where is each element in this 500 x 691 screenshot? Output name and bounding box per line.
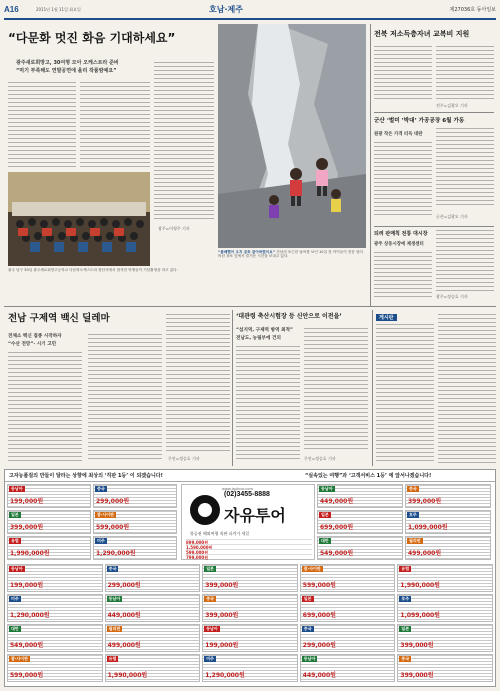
story-b-headline: 전남 구제역 백신 딜레마 xyxy=(8,313,110,324)
ad-cell-price: 599,000원 xyxy=(302,582,336,589)
ad-cell-tag: 괌·사이판 xyxy=(303,566,321,571)
right-top-body-1 xyxy=(374,46,432,102)
lead-byline: 광주=이형주 기자 xyxy=(158,226,190,231)
ad-cell-price: 1,290,000원 xyxy=(96,550,136,557)
story-b-byline: 무안=정승호 기자 xyxy=(168,456,200,461)
ad-cell xyxy=(93,536,177,560)
ad-cell-tag: 대만 xyxy=(11,626,19,631)
ad-cell-price: 1,099,000원 xyxy=(408,524,448,531)
waterfall-caption-text: 전남의 포근한 날씨를 보인 10일 한 아이들이 꽁꽁 얼어 버린 폭포 앞에서 즐거운 시간을 보내고 있다. xyxy=(218,250,363,259)
ad-cell-tag: 동남아 xyxy=(303,656,316,661)
ad-cell-tag: 미주 xyxy=(97,538,105,543)
right-low-byline: 광주=정승호 기자 xyxy=(436,294,468,299)
story-b xyxy=(8,310,164,466)
ad-cell-price: 499,000원 xyxy=(408,550,442,557)
waterfall-caption-title: “봄배했어 오지 공포 잡아버렸어요” xyxy=(218,250,276,254)
ad-cell-price: 299,000원 xyxy=(96,498,130,505)
ad-cell-price: 299,000원 xyxy=(107,582,141,589)
right-top-story xyxy=(374,26,494,110)
ad-center-row: 899,000원 xyxy=(186,539,312,545)
travel-ad xyxy=(4,469,496,687)
section-title: 호남·제주 xyxy=(209,5,243,14)
ad-cell-price: 1,099,000원 xyxy=(400,612,440,619)
ad-cell-tag: 동남아 xyxy=(11,566,23,571)
waterfall-photo xyxy=(218,24,366,248)
ad-cell-tag: 동남아 xyxy=(321,486,333,491)
ad-cell xyxy=(93,484,177,508)
story-b-continued xyxy=(166,310,230,466)
ad-cell-price: 399,000원 xyxy=(205,612,239,619)
ad-cell xyxy=(7,654,103,682)
right-low-story xyxy=(374,228,494,304)
ad-cell xyxy=(202,654,298,682)
ad-cell-tag: 대만 xyxy=(321,538,329,543)
ad-cell-tag: 중국 xyxy=(303,626,312,631)
page-number: A16 xyxy=(4,5,19,14)
story-b-body-1 xyxy=(8,352,82,462)
ad-cell xyxy=(7,594,103,622)
right-mid-body-2 xyxy=(436,128,494,208)
story-c-body-1 xyxy=(236,346,300,462)
story-b-subhead-1: 전체소 백신 접종 시작하자 xyxy=(8,334,62,339)
ad-cell-price: 499,000원 xyxy=(107,642,141,649)
ad-cell xyxy=(105,654,201,682)
ad-cell xyxy=(7,510,91,534)
ad-cell xyxy=(105,624,201,652)
ad-cell xyxy=(317,536,403,560)
ad-cell-tag: 호주 xyxy=(401,596,410,601)
ad-cell-price: 399,000원 xyxy=(400,642,434,649)
waterfall-photo-image xyxy=(218,24,366,248)
bulletin-body-2 xyxy=(438,314,496,464)
ad-cell xyxy=(202,564,298,592)
ad-cell xyxy=(105,594,201,622)
ad-cell xyxy=(7,484,91,508)
ad-banner-right: “실속있는 여행”과 ‘고객서비스 1등’ 에 앞서나겠습니다! xyxy=(305,473,432,479)
ad-cell-tag: 유럽 xyxy=(401,566,410,571)
ad-cell-tag: 괌·사이판 xyxy=(11,656,28,661)
ad-url: www.jautour.com xyxy=(222,487,253,491)
ad-cell-tag: 필리핀 xyxy=(409,538,421,543)
ad-cell-tag: 중국 xyxy=(401,656,410,661)
ad-cell-tag: 미주 xyxy=(11,596,19,601)
brand-logo-icon xyxy=(190,495,220,525)
lead-subhead-2: “먹기 부족해도 연말공연에 올리 작품땀예요” xyxy=(16,68,117,74)
ad-cell-tag: 일본 xyxy=(11,512,19,517)
right-top-headline: 전북 저소득층자녀 교복비 지원 xyxy=(374,30,470,38)
ad-cell-price: 449,000원 xyxy=(320,498,354,505)
right-rule-1 xyxy=(374,112,494,113)
ad-cell xyxy=(317,510,403,534)
ad-cell xyxy=(405,536,491,560)
story-c-body-2 xyxy=(304,328,368,452)
lead-subhead-1: 광주새로희망고, 30여명 모아 오케스트라 준비 xyxy=(16,60,119,66)
mid-page-rule xyxy=(4,306,496,307)
ad-cell xyxy=(397,594,493,622)
ad-cell-tag: 동남아 xyxy=(108,596,121,601)
ad-cell-tag: 필리핀 xyxy=(108,626,121,631)
story-b-body-2 xyxy=(88,334,162,462)
ad-cell-tag: 일본 xyxy=(321,512,329,517)
ad-cell-tag: 중국 xyxy=(409,486,417,491)
right-mid-body-1 xyxy=(374,142,432,216)
ad-cell xyxy=(405,484,491,508)
ad-center-row: 799,000원 xyxy=(186,554,312,560)
right-mid-headline: 군산 ‘벌미 ’박대’ 가공공장 6월 가동 xyxy=(374,118,465,124)
ad-cell xyxy=(317,484,403,508)
right-mid-subhead: 원광 작은 가격 터득 대란 xyxy=(374,132,423,137)
ad-cell xyxy=(202,594,298,622)
ad-brand: 자유투어 xyxy=(224,506,286,525)
bulletin-column xyxy=(376,310,496,466)
ad-cell-tag: 중국 xyxy=(97,486,105,491)
story-b-body-3 xyxy=(166,314,230,454)
bulletin-label: 게시판 xyxy=(376,314,397,321)
ad-cell-price: 449,000원 xyxy=(107,612,141,619)
lead-body-col-2 xyxy=(80,82,150,168)
lead-body-col-3 xyxy=(154,62,214,222)
ad-cell-price: 399,000원 xyxy=(408,498,442,505)
bulletin-body-1 xyxy=(376,324,434,464)
ad-cell xyxy=(300,654,396,682)
right-low-headline: 되려 판매칙 전통 대시장 xyxy=(374,231,428,237)
ad-cell-tag: 중국 xyxy=(206,596,214,601)
ad-cell-price: 1,990,000원 xyxy=(400,582,440,589)
ad-cell xyxy=(405,510,491,534)
ad-cell-tag: 동남아 xyxy=(206,626,218,631)
ad-cell xyxy=(300,624,396,652)
ad-cell-price: 699,000원 xyxy=(320,524,354,531)
ad-cell-price: 1,290,000원 xyxy=(205,672,245,679)
ad-center-row: 1,590,000원 xyxy=(186,544,312,550)
story-c-subhead-1: “섬지역, 구제역 방역 최적” xyxy=(236,328,293,333)
story-c-byline: 무안=정승호 기자 xyxy=(304,456,336,461)
ad-cell xyxy=(7,536,91,560)
page-header xyxy=(4,4,496,20)
ad-center-row: 599,000원 xyxy=(186,549,312,555)
ad-cell-tag: 미주 xyxy=(206,656,214,661)
lead-body-col-1 xyxy=(8,82,76,168)
ad-cell-tag: 동남아 xyxy=(11,486,23,491)
ad-cell xyxy=(397,564,493,592)
ad-cell-tag: 일본 xyxy=(401,626,410,631)
issue-date: 2011년 1월 11일 화요일 xyxy=(36,7,81,12)
ad-cell xyxy=(397,654,493,682)
ad-cell-tag: 중국 xyxy=(108,566,117,571)
ad-cell-tag: 호주 xyxy=(409,512,417,517)
ad-cell xyxy=(105,564,201,592)
ad-banner-left: 고자능품질의 만들이 달라는 상향에 최상의 ‘직판 1등’ 이 되겠습니다! xyxy=(9,473,163,479)
lead-headline: “다문화 멋진 화음 기대하세요” xyxy=(8,31,176,45)
right-mid-story xyxy=(374,114,494,224)
ad-center xyxy=(181,484,315,560)
ad-cell xyxy=(7,624,103,652)
ad-cell-price: 399,000원 xyxy=(10,524,44,531)
ad-cell-price: 199,000원 xyxy=(10,498,44,505)
right-rule-2 xyxy=(374,226,494,227)
ad-cell-price: 1,990,000원 xyxy=(10,550,50,557)
column-rule xyxy=(372,310,373,466)
ad-cell-price: 599,000원 xyxy=(10,672,44,679)
story-c-rule xyxy=(232,310,233,466)
ad-cell-price: 399,000원 xyxy=(400,672,434,679)
ad-cell xyxy=(93,510,177,534)
ad-cell-price: 299,000원 xyxy=(302,642,336,649)
ad-phone: (02)3455-8888 xyxy=(224,491,270,498)
ad-cell xyxy=(397,624,493,652)
ad-cell-price: 199,000원 xyxy=(205,642,239,649)
ad-cell-tag: 유럽 xyxy=(11,538,19,543)
orchestra-photo xyxy=(8,172,150,266)
ad-cell-price: 549,000원 xyxy=(320,550,354,557)
right-low-subhead: 광주 상동시장에 제생센터 xyxy=(374,242,424,247)
story-c-headline: ‘대관령 축산시험장 등 신안으로 이전을’ xyxy=(236,313,342,320)
story-c xyxy=(236,310,370,466)
ad-cell-price: 1,990,000원 xyxy=(107,672,148,679)
ad-banner xyxy=(5,470,495,482)
ad-cell-tag: 괌·사이판 xyxy=(97,512,114,517)
ad-cell-price: 199,000원 xyxy=(10,582,44,589)
ad-tagline: 항공권 해외여행 직판 파격가 세일 xyxy=(190,531,250,536)
ad-cell xyxy=(300,564,396,592)
orchestra-photo-image xyxy=(8,172,150,266)
ad-cell-tag: 일본 xyxy=(206,566,214,571)
story-c-subhead-2: 전남도, 농림부에 건의 xyxy=(236,336,281,341)
story-b-subhead-2: “수산 전망”· 시기 고민 xyxy=(8,342,57,347)
ad-cell-tag: 유럽 xyxy=(108,656,117,661)
ad-cell-price: 549,000원 xyxy=(10,642,44,649)
ad-cell-price: 1,290,000원 xyxy=(10,612,50,619)
right-column-rule xyxy=(370,24,371,306)
ad-cell xyxy=(300,594,396,622)
lead-photo-caption: 광주 남구 30일 광주새로희망고등학교 다문화오케스트라 창단식에서 참석한 학생들이 기념촬영을 하고 있다. xyxy=(8,268,178,272)
right-low-body-1 xyxy=(374,252,432,300)
ad-cell-price: 399,000원 xyxy=(205,582,239,589)
ad-cell-price: 449,000원 xyxy=(302,672,336,679)
waterfall-caption xyxy=(218,250,366,264)
ad-cell xyxy=(202,624,298,652)
right-low-body-2 xyxy=(436,230,494,292)
ad-cell-price: 599,000원 xyxy=(96,524,130,531)
ad-cell xyxy=(7,564,103,592)
right-top-body-2 xyxy=(436,46,494,102)
right-mid-byline: 군산=김광오 기자 xyxy=(436,214,468,219)
ad-cell-price: 699,000원 xyxy=(302,612,336,619)
ad-cell-tag: 일본 xyxy=(303,596,312,601)
right-top-byline: 전주=김광오 기자 xyxy=(436,103,468,108)
paper-name: 제27036호 동아일보 xyxy=(449,7,496,13)
